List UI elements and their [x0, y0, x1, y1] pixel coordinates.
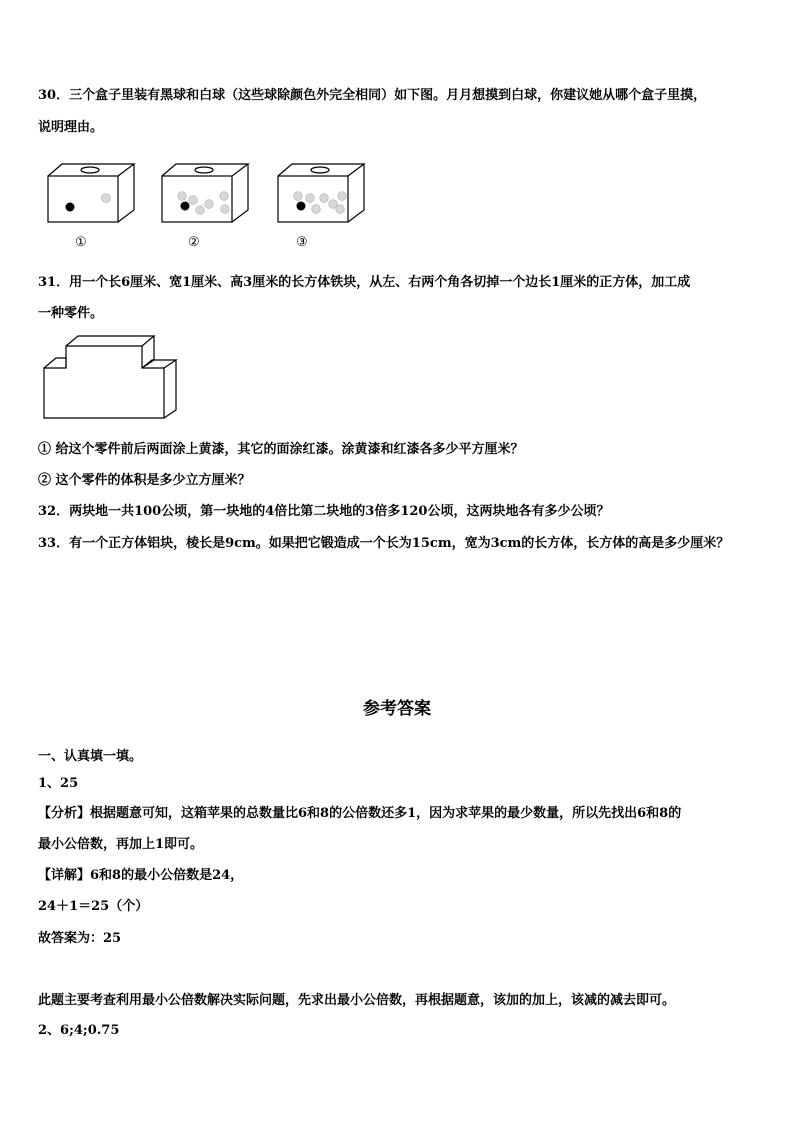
- white-ball: [102, 194, 111, 203]
- white-ball: [189, 196, 198, 205]
- white-ball: [320, 194, 329, 203]
- calc-line: 24＋1＝25（个）: [38, 899, 149, 914]
- white-ball: [220, 192, 229, 201]
- white-ball: [221, 205, 230, 214]
- q31-sub1: ① 给这个零件前后两面涂上黄漆，其它的面涂红漆。涂黄漆和红漆各多少平方厘米？: [38, 442, 524, 457]
- q32-text: 32．两块地一共100公顷，第一块地的4倍比第二块地的3倍多120公顷，这两块地各有多少公顷？: [38, 504, 610, 519]
- box-label-1: ①: [75, 235, 87, 250]
- white-ball: [205, 200, 214, 209]
- q31-line1: 31．用一个长6厘米、宽1厘米、高3厘米的长方体铁块，从左、右两个角各切掉一个边长1厘米的正方体，加工成: [38, 275, 691, 290]
- analysis-line1: 【分析】根据题意可知，这箱苹果的总数量比6和8的公倍数还多1，因为求苹果的最少数量，所以先找出6和8的: [38, 806, 682, 821]
- white-ball: [338, 192, 347, 201]
- white-ball: [306, 194, 315, 203]
- answer-2: 2、6;4;0.75: [38, 1023, 120, 1038]
- section-heading: 一、认真填一填。: [38, 749, 143, 764]
- white-ball: [312, 205, 321, 214]
- q30-line2: 说明理由。: [38, 120, 104, 135]
- analysis-line2: 最小公倍数，再加上1即可。: [38, 837, 204, 852]
- q31-sub2: ② 这个零件的体积是多少立方厘米？: [38, 473, 251, 488]
- box-label-2: ②: [188, 235, 200, 250]
- box-label-3: ③: [296, 235, 308, 250]
- white-ball: [336, 205, 345, 214]
- part-figure: [40, 330, 180, 422]
- conclusion-line: 故答案为：25: [38, 931, 122, 946]
- q30-line1: 30．三个盒子里装有黑球和白球（这些球除颜色外完全相同）如下图。月月想摸到白球，你建议她从哪个盒子里摸，: [38, 88, 707, 103]
- q33-text: 33．有一个正方体铝块，棱长是9cm。如果把它锻造成一个长为15cm，宽为3cm的长方体，长方体的高是多少厘米？: [38, 536, 730, 551]
- detail-line: 【详解】6和8的最小公倍数是24，: [38, 868, 244, 883]
- black-ball: [66, 203, 75, 212]
- black-ball: [297, 202, 306, 211]
- white-ball: [294, 192, 303, 201]
- q31-line2: 一种零件。: [38, 306, 104, 321]
- box-1: [48, 164, 134, 222]
- comment-line: 此题主要考查利用最小公倍数解决实际问题，先求出最小公倍数，再根据题意，该加的加上，该减的减去即可。: [38, 993, 676, 1008]
- answer-1: 1、25: [38, 776, 79, 791]
- white-ball: [178, 192, 187, 201]
- answers-title: 参考答案: [363, 699, 431, 719]
- boxes-figure: [44, 160, 374, 226]
- box-3: [278, 164, 364, 222]
- white-ball: [196, 206, 205, 215]
- box-2: [162, 164, 248, 222]
- black-ball: [181, 202, 190, 211]
